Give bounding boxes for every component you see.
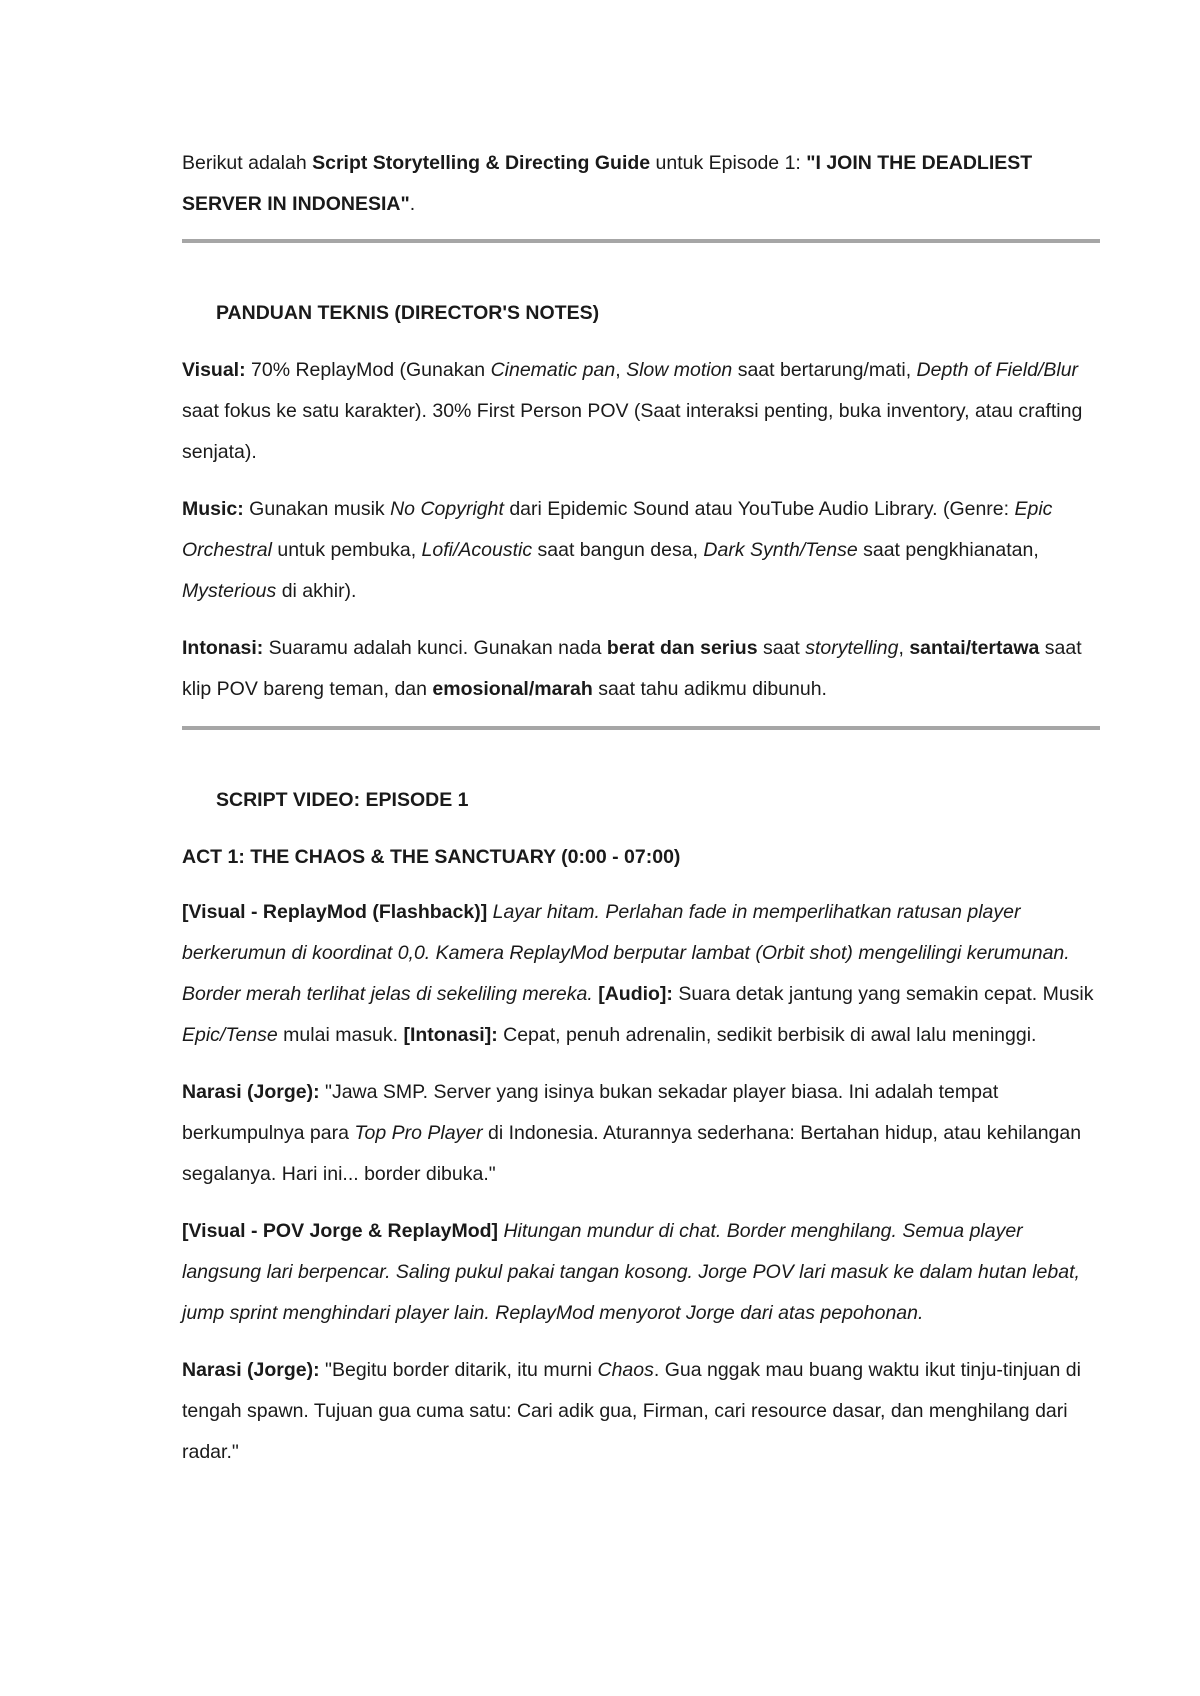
note-text: ,: [898, 637, 910, 659]
horizontal-rule: [182, 726, 1100, 730]
script-text: mulai masuk.: [277, 1024, 404, 1046]
note-text: di akhir).: [276, 580, 357, 602]
audio-cue-label: [Audio]:: [598, 983, 673, 1005]
note-italic: Cinematic pan: [490, 359, 616, 381]
intro-bold-title: Script Storytelling & Directing Guide: [312, 152, 651, 174]
note-text: saat tahu adikmu dibunuh.: [592, 678, 827, 700]
note-italic: Slow motion: [626, 359, 733, 381]
narration-text: "Begitu border ditarik, itu murni: [319, 1359, 598, 1381]
horizontal-rule: [182, 239, 1100, 243]
intro-paragraph: [182, 143, 1100, 225]
note-text: saat fokus ke satu karakter). 30% First Person POV (Saat interaksi penting, buka inventory, atau crafting senjata).: [182, 400, 1083, 463]
narration-label: Narasi (Jorge):: [182, 1359, 320, 1381]
narration-paragraph: [182, 1072, 1100, 1195]
note-text: saat pengkhianatan,: [857, 539, 1039, 561]
note-text: dari Epidemic Sound atau YouTube Audio Library. (Genre:: [503, 498, 1015, 520]
intro-text: untuk Episode 1:: [650, 152, 807, 174]
note-text: Suaramu adalah kunci. Gunakan nada: [263, 637, 607, 659]
note-italic: Epic Orchestral: [182, 498, 1053, 561]
intonasi-cue-label: [Intonasi]:: [403, 1024, 498, 1046]
script-visual-paragraph: [182, 892, 1100, 1056]
visual-cue-label: [Visual - ReplayMod (Flashback)]: [182, 901, 488, 923]
intonasi-label: Intonasi:: [182, 637, 264, 659]
visual-cue-text: Layar hitam. Perlahan fade in memperlihatkan ratusan player berkerumun di koordinat 0,0. Kamera ReplayMod berputar lambat (Orbit shot) mengelilingi kerumunan. Border merah terlihat jelas di sekeliling mereka.: [182, 901, 1070, 1005]
narration-italic: Top Pro Player: [354, 1122, 483, 1144]
note-text: untuk pembuka,: [271, 539, 422, 561]
note-text: saat klip POV bareng teman, dan: [182, 637, 1082, 700]
note-bold: santai/tertawa: [909, 637, 1040, 659]
intonasi-note-paragraph: [182, 628, 1100, 710]
note-bold: berat dan serius: [606, 637, 758, 659]
narration-text: . Gua nggak mau buang waktu ikut tinju-tinjuan di tengah spawn. Tujuan gua cuma satu: Cari adik gua, Firman, cari resource dasar, dan menghilang dari radar.": [182, 1359, 1081, 1463]
music-label: Music:: [182, 498, 244, 520]
script-text: Suara detak jantung yang semakin cepat. Musik: [672, 983, 1094, 1005]
note-italic: Depth of Field/Blur: [916, 359, 1079, 381]
music-note-paragraph: [182, 489, 1100, 612]
script-visual-paragraph: [182, 1211, 1100, 1334]
note-text: ,: [615, 359, 627, 381]
narration-label: Narasi (Jorge):: [182, 1081, 320, 1103]
narration-italic: Chaos: [597, 1359, 654, 1381]
note-text: Gunakan musik: [243, 498, 391, 520]
episode-title: "I JOIN THE DEADLIEST SERVER IN INDONESIA": [182, 152, 1033, 215]
note-italic: Dark Synth/Tense: [703, 539, 858, 561]
script-italic: Epic/Tense: [182, 1024, 278, 1046]
intro-text: .: [409, 193, 416, 215]
narration-text: "Jawa SMP. Server yang isinya bukan sekadar player biasa. Ini adalah tempat berkumpulnya para: [182, 1081, 999, 1144]
directors-notes-heading: PANDUAN TEKNIS (DIRECTOR'S NOTES): [216, 302, 600, 324]
visual-cue-text: Hitungan mundur di chat. Border menghilang. Semua player langsung lari berpencar. Saling pukul pakai tangan kosong. Jorge POV lari masuk ke dalam hutan lebat, jump sprint menghindari player lain. ReplayMod menyorot Jorge dari atas pepohonan.: [182, 1220, 1080, 1324]
visual-label: Visual:: [182, 359, 246, 381]
note-italic: Mysterious: [182, 580, 277, 602]
act-1-heading: ACT 1: THE CHAOS & THE SANCTUARY (0:00 - 07:00): [182, 846, 681, 868]
narration-paragraph: [182, 1350, 1100, 1473]
note-italic: storytelling: [805, 637, 899, 659]
note-italic: Lofi/Acoustic: [421, 539, 533, 561]
script-text: Cepat, penuh adrenalin, sedikit berbisik di awal lalu meninggi.: [497, 1024, 1037, 1046]
intro-text: Berikut adalah: [182, 152, 313, 174]
note-text: saat bangun desa,: [532, 539, 704, 561]
note-italic: No Copyright: [390, 498, 504, 520]
script-heading: SCRIPT VIDEO: EPISODE 1: [216, 789, 469, 811]
visual-cue-label: [Visual - POV Jorge & ReplayMod]: [182, 1220, 499, 1242]
note-bold: emosional/marah: [432, 678, 593, 700]
narration-text: di Indonesia. Aturannya sederhana: Bertahan hidup, atau kehilangan segalanya. Hari ini... border dibuka.": [182, 1122, 1082, 1185]
note-text: 70% ReplayMod (Gunakan: [245, 359, 491, 381]
note-text: saat: [757, 637, 806, 659]
note-text: saat bertarung/mati,: [732, 359, 917, 381]
visual-note-paragraph: [182, 350, 1100, 473]
